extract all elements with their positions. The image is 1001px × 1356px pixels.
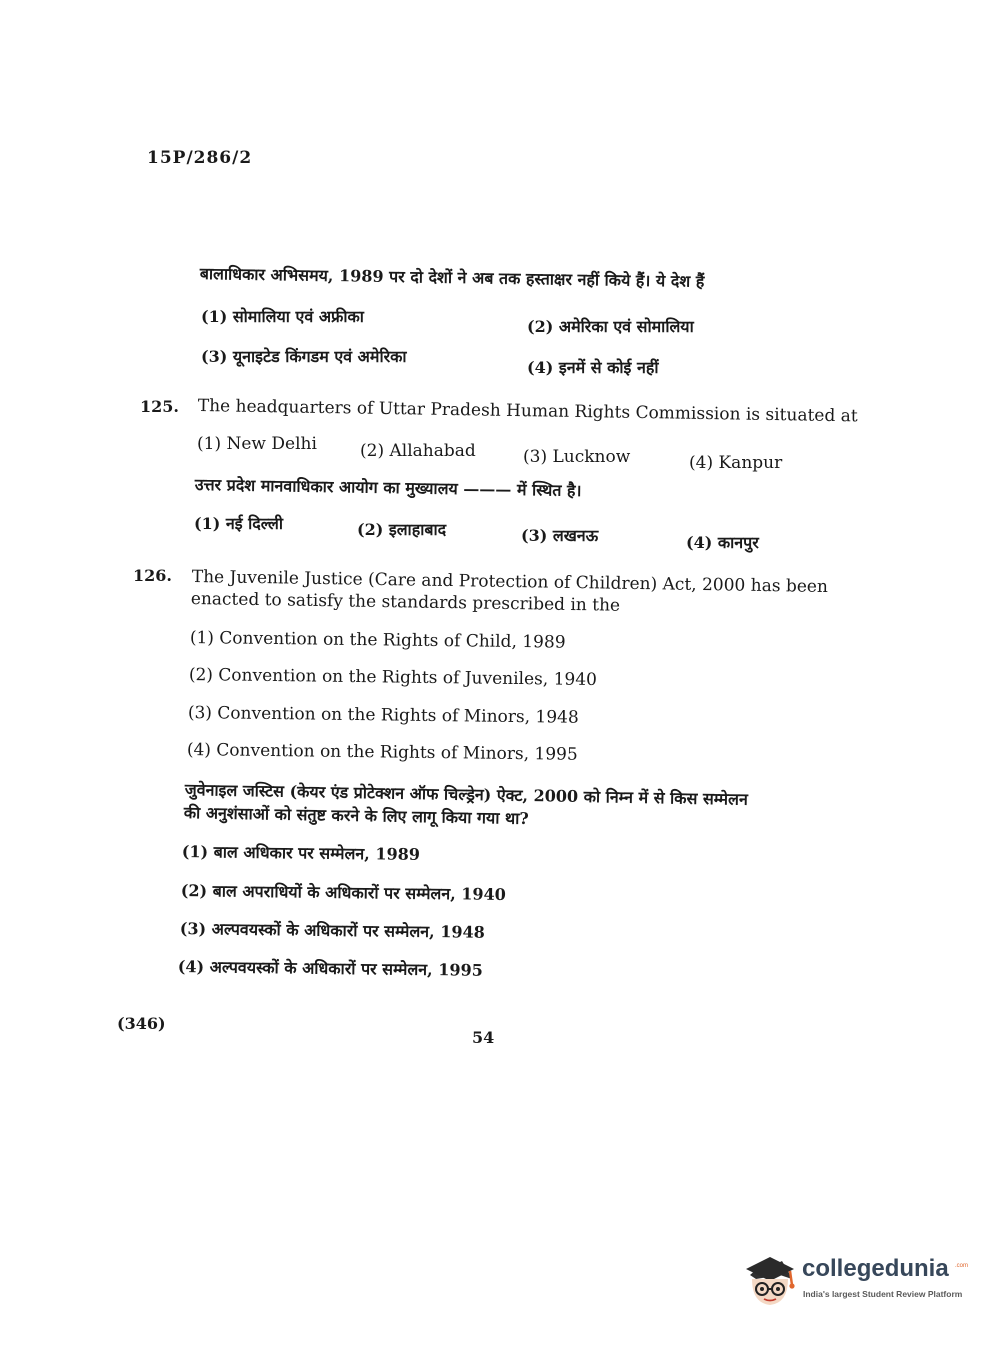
q125-number: 125. bbox=[140, 397, 179, 416]
q125-option-en-3: (3) Lucknow bbox=[523, 447, 631, 467]
q124-option-3: (3) यूनाइटेड किंगडम एवं अमेरिका bbox=[201, 347, 407, 366]
q126-stem-hi-line2: की अनुशंसाओं को संतुष्ट करने के लिए लागू किया गया था? bbox=[183, 802, 529, 829]
q126-option-en-4: (4) Convention on the Rights of Minors, 1995 bbox=[186, 740, 578, 765]
q126-option-hi-2: (2) बाल अपराधियों के अधिकारों पर सम्मेलन, 1940 bbox=[180, 880, 507, 904]
q126-option-en-3: (3) Convention on the Rights of Minors, 1948 bbox=[187, 703, 579, 728]
collegedunia-watermark bbox=[742, 1253, 972, 1315]
page-number: 54 bbox=[472, 1028, 495, 1047]
q125-option-hi-4: (4) कानपुर bbox=[686, 533, 759, 552]
q126-option-hi-3: (3) अल्पवयस्कों के अधिकारों पर सम्मेलन, 1948 bbox=[179, 918, 485, 942]
q126-stem-en-line2: enacted to satisfy the standards prescribed in the bbox=[190, 589, 621, 616]
q125-stem-hi: उत्तर प्रदेश मानवाधिकार आयोग का मुख्यालय ——— में स्थित है। bbox=[194, 474, 582, 501]
q124-stem-hi: बालाधिकार अभिसमय, 1989 पर दो देशों ने अब तक हस्ताक्षर नहीं किये हैं। ये देश हैं bbox=[199, 263, 705, 291]
paper-code: 15P/286/2 bbox=[147, 148, 253, 168]
brand-tagline: India's largest Student Review Platform bbox=[803, 1289, 963, 1299]
q125-option-hi-2: (2) इलाहाबाद bbox=[357, 520, 447, 539]
q126-option-hi-1: (1) बाल अधिकार पर सम्मेलन, 1989 bbox=[181, 841, 421, 864]
q125-option-hi-1: (1) नई दिल्ली bbox=[194, 514, 283, 533]
q125-option-hi-3: (3) लखनऊ bbox=[521, 526, 599, 545]
q125-option-en-2: (2) Allahabad bbox=[360, 441, 476, 461]
q126-stem-en-line1: The Juvenile Justice (Care and Protection of Children) Act, 2000 has been bbox=[191, 567, 829, 597]
brand-name: collegedunia bbox=[802, 1255, 949, 1282]
q124-option-4: (4) इनमें से कोई नहीं bbox=[527, 358, 659, 377]
q124-option-2: (2) अमेरिका एवं सोमालिया bbox=[527, 317, 694, 336]
q126-option-en-2: (2) Convention on the Rights of Juveniles, 1940 bbox=[188, 665, 598, 690]
footer-code: (346) bbox=[117, 1014, 166, 1033]
q126-option-en-1: (1) Convention on the Rights of Child, 1989 bbox=[189, 628, 566, 653]
q126-option-hi-4: (4) अल्पवयस्कों के अधिकारों पर सम्मेलन, 1995 bbox=[177, 956, 483, 980]
q124-option-1: (1) सोमालिया एवं अफ्रीका bbox=[201, 307, 364, 326]
q126-number: 126. bbox=[133, 566, 172, 585]
q125-option-en-4: (4) Kanpur bbox=[689, 453, 783, 473]
q126-stem-hi-line1: जुवेनाइल जस्टिस (केयर एंड प्रोटेक्शन ऑफ चिल्ड्रेन) ऐक्ट, 2000 को निम्न में से किस सम्मेलन bbox=[184, 779, 748, 809]
q125-stem-en: The headquarters of Uttar Pradesh Human Rights Commission is situated at bbox=[197, 396, 858, 427]
q125-option-en-1: (1) New Delhi bbox=[197, 434, 317, 454]
brand-suffix: .com bbox=[955, 1263, 969, 1269]
mascot-icon bbox=[742, 1253, 800, 1311]
